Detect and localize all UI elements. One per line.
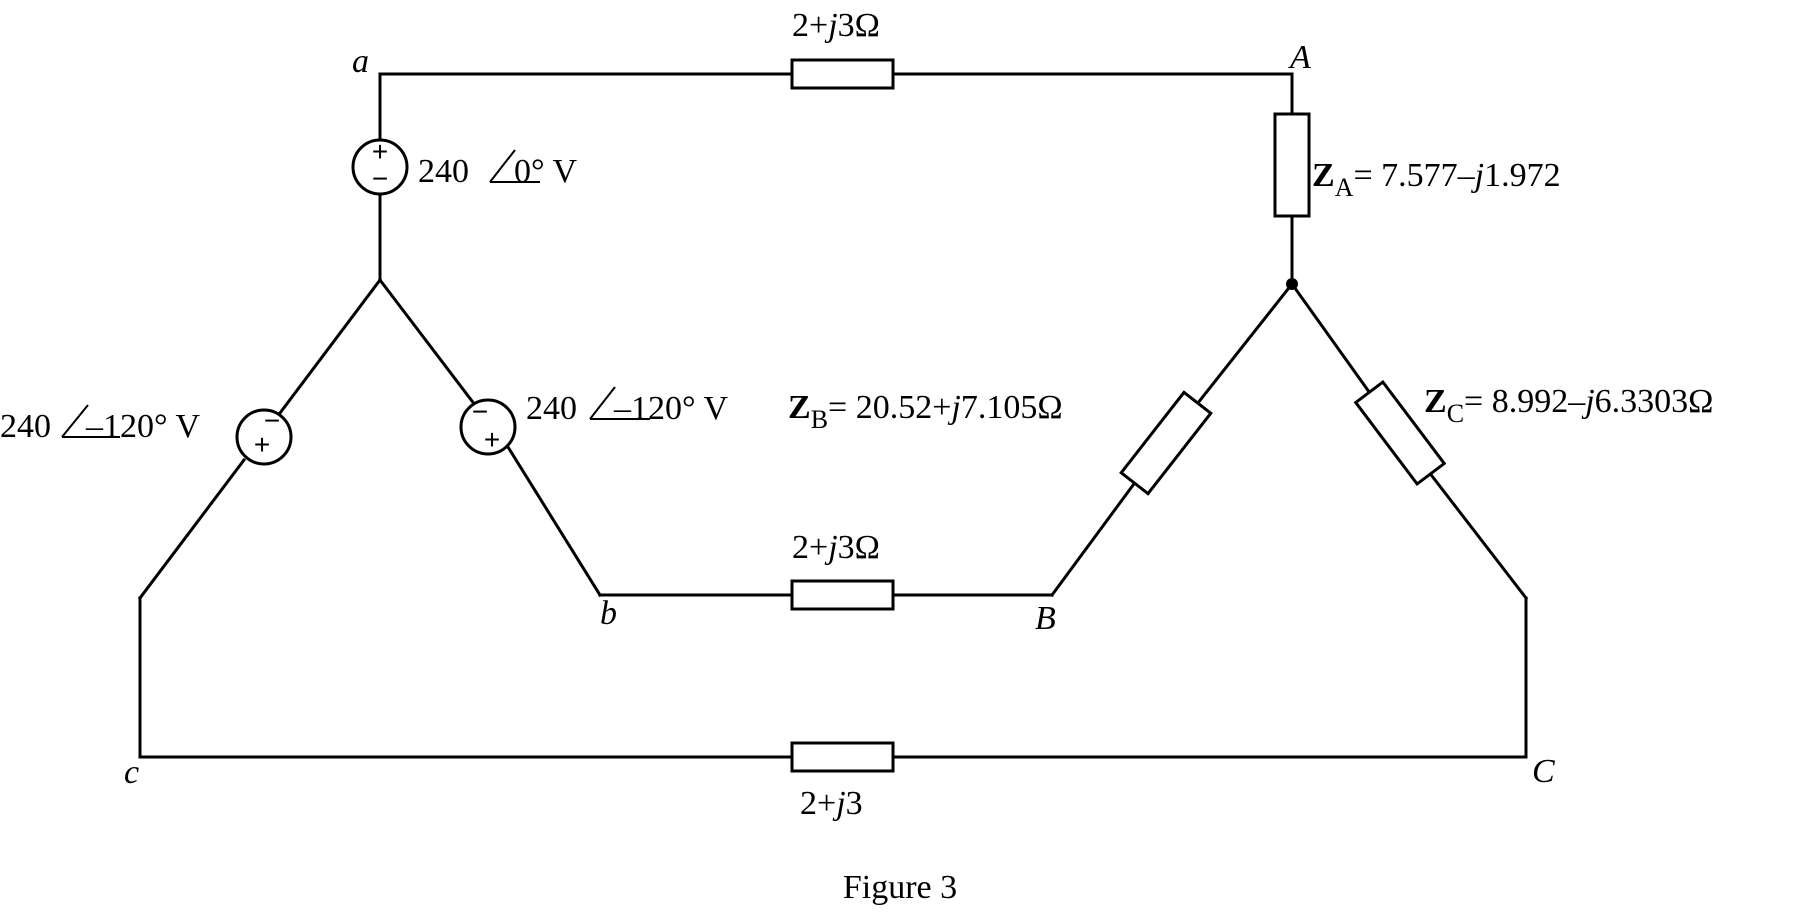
angle-symbol-c <box>62 405 88 437</box>
node-label-a: a <box>352 43 369 80</box>
svg-text:240: 240 <box>526 390 577 427</box>
angle-symbol-a <box>490 150 515 182</box>
voltage-source-a <box>353 136 407 194</box>
node-label-C: C <box>1532 753 1555 790</box>
load-impedance-ZB <box>1121 392 1211 493</box>
line-impedance-middle-label: 2+j3Ω <box>792 529 880 566</box>
wire-phase-b-upper <box>380 280 475 405</box>
wire-ZB-to-B <box>1052 473 1142 595</box>
voltage-source-c <box>237 405 291 464</box>
source-a-top-sign: + <box>371 136 389 167</box>
load-ZB-label: $Z_B= 20.52+j7.105\Omega$ <box>788 389 1063 434</box>
wire-phase-c-lower <box>140 460 244 598</box>
source-b-top-sign: − <box>471 396 489 427</box>
line-impedance-top <box>792 60 893 88</box>
figure-caption: Figure 3 <box>842 869 958 906</box>
source-a-bottom-sign: − <box>371 163 389 194</box>
source-b-voltage-label <box>526 387 728 427</box>
wire-neutral-to-ZB <box>1190 284 1292 413</box>
source-b-bottom-sign: + <box>483 424 501 455</box>
angle-symbol-b <box>590 387 615 419</box>
load-ZA-label: $Z_A= 7.577-j1.972$ <box>1312 157 1561 202</box>
source-c-top-sign: − <box>263 405 281 436</box>
wire-phase-b-lower <box>508 447 600 595</box>
source-c-bottom-sign: + <box>253 429 271 460</box>
svg-text:240: 240 <box>0 408 51 445</box>
svg-text:240: 240 <box>418 153 469 190</box>
wire-phase-c-upper <box>280 280 380 413</box>
source-a-voltage-label <box>418 150 577 190</box>
load-ZC-label: $Z_C= 8.992-j6.3303\Omega$ <box>1424 383 1714 428</box>
line-impedance-middle <box>792 581 893 609</box>
node-label-c: c <box>124 754 140 791</box>
svg-text:–120° V: –120° V <box>86 408 201 445</box>
svg-text:0° V: 0° V <box>514 153 578 190</box>
line-impedance-top-label: 2+j3Ω <box>792 7 880 44</box>
node-label-b: b <box>600 595 617 632</box>
voltage-source-b <box>461 396 515 455</box>
wire-neutral-to-ZC <box>1292 284 1377 403</box>
source-c-voltage-label <box>0 405 200 445</box>
line-impedance-bottom <box>792 743 893 771</box>
line-impedance-bottom-label: 2+j3 <box>800 785 863 822</box>
load-impedance-ZA <box>1275 114 1309 216</box>
svg-text:–120° V: –120° V <box>614 390 729 427</box>
load-neutral-node <box>1286 278 1298 290</box>
wire-ZC-to-C <box>1422 463 1526 598</box>
node-label-A: A <box>1290 39 1311 76</box>
node-label-B: B <box>1035 600 1056 637</box>
